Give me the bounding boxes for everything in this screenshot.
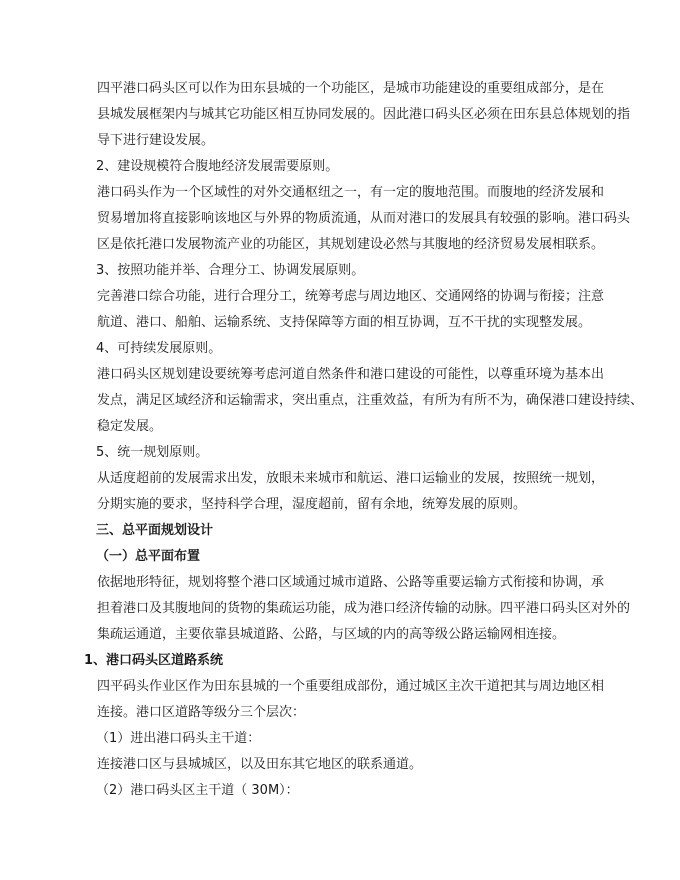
principle-3-heading: 3、按照功能并举、合理分工、协调发展原则。 <box>96 263 365 278</box>
text-line: 航道、港口、船舶、运输系统、支持保障等方面的相互协调，互不干扰的实现整发展。 <box>97 315 592 330</box>
principle-5-heading: 5、统一规划原则。 <box>96 445 209 460</box>
text-line: 县城发展框架内与城其它功能区相互协同发展的。因此港口码头区必须在田东县总体规划的指 <box>97 107 631 122</box>
principle-4-heading: 4、可持续发展原则。 <box>96 341 222 356</box>
paragraph-principle-2 <box>84 180 631 258</box>
text-line: 四平港口码头区可以作为田东县城的一个功能区，是城市功能建设的重要组成部分，是在 <box>97 81 605 96</box>
text-line: 港口码头区规划建设要统筹考虑河道自然条件和港口建设的可能性，以尊重环境为基本出 <box>97 367 605 382</box>
text-line: 完善港口综合功能，进行合理分工，统筹考虑与周边地区、交通网络的协调与衔接；注意 <box>97 289 605 304</box>
paragraph-intro <box>84 76 631 154</box>
text-line: 依据地形特征，规划将整个港口区域通过城市道路、公路等重要运输方式衔接和协调，承 <box>97 575 605 590</box>
paragraph-road-system <box>84 674 614 726</box>
section-heading: 三、总平面规划设计 <box>96 523 214 538</box>
text-line: 区是依托港口发展物流产业的功能区，其规划建设必然与其腹地的经济贸易发展相联系。 <box>97 237 605 252</box>
text-line: 稳定发展。 <box>97 419 163 434</box>
text-line: 贸易增加将直接影响该地区与外界的物质流通，从而对港口的发展具有较强的影响。港口码头 <box>97 211 631 226</box>
road-system-heading: 1、港口码头区道路系统 <box>84 653 224 668</box>
text-line: 发点，满足区域经济和运输需求，突出重点，注重效益，有所为有所不为，确保港口建设持续、 <box>97 393 644 408</box>
text-line: 集疏运通道，主要依靠县城道路、公路，与区域的内的高等级公路运输网相连接。 <box>97 627 566 642</box>
road-level-1-heading: （1）进出港口码头主干道： <box>96 731 261 746</box>
text-line: 连接港口区与县城城区，以及田东其它地区的联系通道。 <box>97 757 423 772</box>
text-line: 从适度超前的发展需求出发，放眼未来城市和航运、港口运输业的发展，按照统一规划， <box>97 471 605 486</box>
paragraph-principle-5 <box>84 466 614 518</box>
text-line: 担着港口及其腹地间的货物的集疏运功能，成为港口经济传输的动脉。四平港口码头区对外的 <box>97 601 631 616</box>
principle-2-heading: 2、建设规模符合腹地经济发展需要原则。 <box>96 159 339 174</box>
text-line: 连接。港口区道路等级分三个层次： <box>97 705 306 720</box>
text-line: 导下进行建设发展。 <box>97 133 215 148</box>
paragraph-principle-4 <box>84 362 644 440</box>
paragraph-layout <box>84 570 631 648</box>
text-line: 四平码头作业区作为田东县城的一个重要组成部份，通过城区主次干道把其与周边地区相 <box>97 679 605 694</box>
paragraph-principle-3 <box>84 284 614 336</box>
text-line: 港口码头作为一个区域性的对外交通枢纽之一，有一定的腹地范围。而腹地的经济发展和 <box>97 185 605 200</box>
paragraph-road-level-1 <box>84 752 614 778</box>
road-level-2-heading: （2）港口码头区主干道（ 30M）： <box>96 783 299 798</box>
subsection-heading: （一）总平面布置 <box>96 549 201 564</box>
text-line: 分期实施的要求，坚持科学合理，湿度超前，留有余地，统筹发展的原则。 <box>97 497 527 512</box>
